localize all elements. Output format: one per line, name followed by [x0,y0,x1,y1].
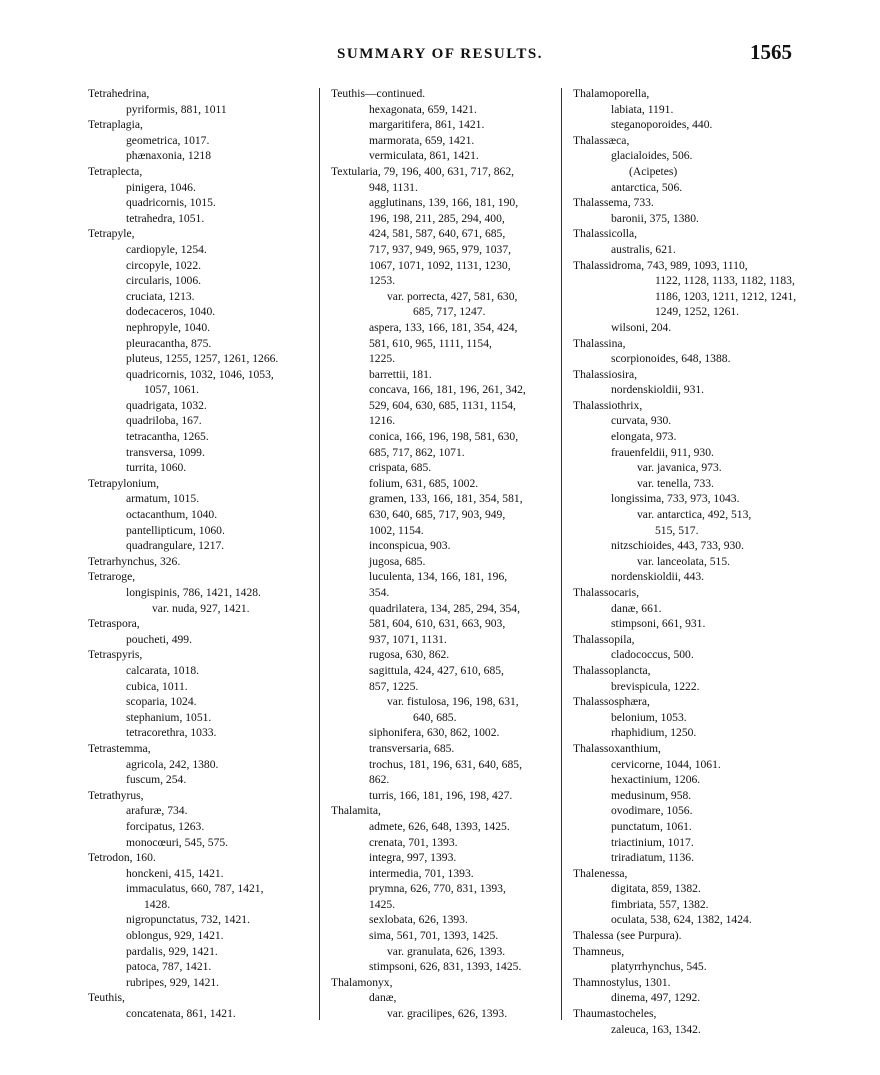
index-entry: zaleuca, 163, 1342. [611,1022,701,1036]
index-column-2 [331,86,556,1022]
index-entry: scorpionoides, 648, 1388. [611,352,731,366]
index-entry: concatenata, 861, 1421. [126,1007,236,1021]
index-entry: Tetraspyris, [88,648,143,662]
index-entry: arafuræ, 734. [126,804,188,818]
index-entry: digitata, 859, 1382. [611,882,701,896]
index-entry: calcarata, 1018. [126,663,200,677]
index-entry: Thalassoplancta, [573,663,651,677]
index-entry: quadrangulare, 1217. [126,539,225,553]
column-divider [561,88,562,1020]
index-entry: pleuracantha, 875. [126,336,212,350]
index-entry: 581, 604, 610, 631, 663, 903, [369,617,506,631]
index-entry: Tetrathyrus, [88,788,144,802]
index-entry: 640, 685. [413,710,457,724]
index-entry: 1225. [369,352,396,366]
index-entry: 1122, 1128, 1133, 1182, 1183, [655,274,795,288]
index-entry: Thalassopila, [573,632,635,646]
index-entry: margaritifera, 861, 1421. [369,118,485,132]
index-entry: var. antarctica, 492, 513, [637,508,752,522]
index-entry: 685, 717, 862, 1071. [369,445,465,459]
index-entry: oblongus, 929, 1421. [126,929,224,943]
index-entry: 1216. [369,414,396,428]
index-entry: labiata, 1191. [611,102,674,116]
index-entry: hexactinium, 1206. [611,773,701,787]
index-entry: Tetraplecta, [88,164,143,178]
index-entry: cardiopyle, 1254. [126,242,207,256]
index-entry: octacanthum, 1040. [126,508,218,522]
index-entry: admete, 626, 648, 1393, 1425. [369,819,510,833]
index-entry: Thalassæca, [573,133,630,147]
index-entry: Tetrahedrina, [88,87,150,100]
index-entry: triradiatum, 1136. [611,851,694,865]
index-entry: jugosa, 685. [369,554,426,568]
index-entry: Thalassocaris, [573,586,639,599]
index-entry: Thalamoporella, [573,87,650,100]
index-entry: 1186, 1203, 1211, 1212, 1241, [655,289,797,303]
index-entry: pluteus, 1255, 1257, 1261, 1266. [126,352,279,366]
index-entry: cubica, 1011. [126,679,188,693]
index-entry: dodecaceros, 1040. [126,305,216,319]
index-entry: pyriformis, 881, 1011 [126,102,227,116]
index-entry: Teuthis—continued. [331,87,426,100]
index-entry: Thalessa (see Purpura). [573,929,682,943]
index-entry: stimpsoni, 626, 831, 1393, 1425. [369,960,522,974]
index-entry: trochus, 181, 196, 631, 640, 685, [369,757,522,771]
index-entry: Tetrapyle, [88,227,135,241]
index-entry: transversa, 1099. [126,445,205,459]
index-entry: Thalassoxanthium, [573,741,661,755]
index-entry: scoparia, 1024. [126,695,197,709]
index-entry: antarctica, 506. [611,180,683,194]
index-entry: 948, 1131. [369,180,418,194]
index-entry: turrita, 1060. [126,461,187,475]
index-entry: longispinis, 786, 1421, 1428. [126,586,261,599]
index-entry: tetracorethra, 1033. [126,726,217,740]
index-entry: poucheti, 499. [126,632,193,646]
index-entry: Thamneus, [573,944,625,958]
index-entry: danæ, 661. [611,601,662,615]
index-entry: patoca, 787, 1421. [126,960,212,974]
index-entry: steganoporoides, 440. [611,118,713,132]
index-entry: Thalassidroma, 743, 989, 1093, 1110, [573,258,748,272]
index-entry: 424, 581, 587, 640, 671, 685, [369,227,506,241]
index-entry: hexagonata, 659, 1421. [369,102,477,116]
index-entry: danæ, [369,991,397,1005]
index-entry: fuscum, 254. [126,773,187,787]
index-entry: Thalamita, [331,804,381,818]
index-entry: 196, 198, 211, 285, 294, 400, [369,211,505,225]
index-entry: elongata, 973. [611,430,677,444]
index-entry: Tetraspora, [88,617,140,631]
index-entry: stephanium, 1051. [126,710,212,724]
column-divider [319,88,320,1020]
index-entry: ovodimare, 1056. [611,804,693,818]
index-entry: Thalassiothrix, [573,398,643,412]
index-entry: sima, 561, 701, 1393, 1425. [369,929,499,943]
index-entry: (Acipetes) [629,164,678,178]
index-entry: 515, 517. [655,523,699,537]
index-entry: platyrrhynchus, 545. [611,960,707,974]
index-entry: luculenta, 134, 166, 181, 196, [369,570,508,584]
index-entry: rugosa, 630, 862. [369,648,450,662]
index-entry: tetracantha, 1265. [126,430,209,444]
index-column-3 [573,86,798,1037]
index-entry: marmorata, 659, 1421. [369,133,475,147]
index-entry: barrettii, 181. [369,367,432,381]
index-entry: agglutinans, 139, 166, 181, 190, [369,196,519,210]
index-entry: 1249, 1252, 1261. [655,305,740,319]
index-entry: Tetrodon, 160. [88,851,156,865]
index-entry: glacialoides, 506. [611,149,693,163]
index-entry: gramen, 133, 166, 181, 354, 581, [369,492,523,506]
index-entry: rubripes, 929, 1421. [126,975,220,989]
index-entry: geometrica, 1017. [126,133,210,147]
index-entry: medusinum, 958. [611,788,692,802]
index-entry: Thamnostylus, 1301. [573,975,671,989]
index-entry: var. gracilipes, 626, 1393. [387,1007,508,1021]
index-entry: prymna, 626, 770, 831, 1393, [369,882,506,896]
index-entry: cladococcus, 500. [611,648,694,662]
index-entry: 857, 1225. [369,679,419,693]
index-entry: nigropunctatus, 732, 1421. [126,913,250,927]
index-entry: oculata, 538, 624, 1382, 1424. [611,913,752,927]
index-entry: siphonifera, 630, 862, 1002. [369,726,500,740]
index-entry: dinema, 497, 1292. [611,991,701,1005]
index-entry: var. granulata, 626, 1393. [387,944,506,958]
index-entry: 1057, 1061. [144,383,200,397]
index-entry: sagittula, 424, 427, 610, 685, [369,663,504,677]
index-entry: longissima, 733, 973, 1043. [611,492,740,506]
index-entry: Thalassina, [573,336,626,350]
index-entry: agricola, 242, 1380. [126,757,219,771]
index-entry: brevispicula, 1222. [611,679,700,693]
index-entry: Thalenessa, [573,866,628,880]
index-entry: folium, 631, 685, 1002. [369,476,479,490]
index-entry: quadricornis, 1015. [126,196,216,210]
index-entry: var. fistulosa, 196, 198, 631, [387,695,519,709]
index-entry: stimpsoni, 661, 931. [611,617,706,631]
index-entry: integra, 997, 1393. [369,851,457,865]
index-entry: transversaria, 685. [369,741,455,755]
index-entry: australis, 621. [611,242,676,256]
index-entry: punctatum, 1061. [611,819,692,833]
index-entry: curvata, 930. [611,414,672,428]
index-entry: Thalassosphæra, [573,695,650,709]
index-entry: Tetrarhynchus, 326. [88,554,181,568]
index-entry: var. nuda, 927, 1421. [152,601,250,615]
index-entry: inconspicua, 903. [369,539,451,553]
index-entry: Tetrapylonium, [88,476,159,490]
index-entry: vermiculata, 861, 1421. [369,149,479,163]
page-number: 1565 [750,40,792,64]
index-entry: 685, 717, 1247. [413,305,486,319]
index-entry: aspera, 133, 166, 181, 354, 424, [369,320,518,334]
index-entry: tetrahedra, 1051. [126,211,205,225]
index-entry: nordenskioldii, 443. [611,570,705,584]
index-entry: turris, 166, 181, 196, 198, 427. [369,788,513,802]
index-entry: Textularia, 79, 196, 400, 631, 717, 862, [331,164,515,178]
index-entry: 354. [369,586,390,599]
index-entry: circopyle, 1022. [126,258,202,272]
index-entry: concava, 166, 181, 196, 261, 342, [369,383,526,397]
index-entry: var. porrecta, 427, 581, 630, [387,289,518,303]
index-entry: var. lanceolata, 515. [637,554,731,568]
index-entry: quadricornis, 1032, 1046, 1053, [126,367,274,381]
index-entry: immaculatus, 660, 787, 1421, [126,882,264,896]
index-entry: Thalassiosira, [573,367,638,381]
index-entry: quadrigata, 1032. [126,398,207,412]
index-column-1 [88,86,313,1022]
index-entry: Thalamonyx, [331,975,393,989]
index-entry: Thalassicolla, [573,227,638,241]
index-entry: var. tenella, 733. [637,476,714,490]
index-entry: cervicorne, 1044, 1061. [611,757,721,771]
index-entry: pinigera, 1046. [126,180,196,194]
index-entry: nephropyle, 1040. [126,320,211,334]
index-entry: 1002, 1154. [369,523,424,537]
index-entry: 1253. [369,274,396,288]
index-entry: Tetraroge, [88,570,136,584]
index-entry: nitzschioides, 443, 733, 930. [611,539,744,553]
index-entry: Thaumastocheles, [573,1007,657,1021]
index-entry: honckeni, 415, 1421. [126,866,224,880]
index-entry: crispata, 685. [369,461,432,475]
index-entry: conica, 166, 196, 198, 581, 630, [369,430,519,444]
index-entry: 581, 610, 965, 1111, 1154, [369,336,492,350]
index-entry: 1425. [369,897,396,911]
index-entry: 1067, 1071, 1092, 1131, 1230, [369,258,511,272]
index-entry: Tetrastemma, [88,741,151,755]
index-entry: cruciata, 1213. [126,289,195,303]
index-entry: sexlobata, 626, 1393. [369,913,468,927]
index-entry: quadrilatera, 134, 285, 294, 354, [369,601,521,615]
index-entry: pardalis, 929, 1421. [126,944,218,958]
index-entry: armatum, 1015. [126,492,200,506]
index-entry: var. javanica, 973. [637,461,722,475]
index-entry: belonium, 1053. [611,710,687,724]
index-entry: nordenskioldii, 931. [611,383,705,397]
index-entry: 630, 640, 685, 717, 903, 949, [369,508,506,522]
index-entry: Thalassema, 733. [573,196,654,210]
index-entry: 937, 1071, 1131. [369,632,447,646]
index-entry: pantellipticum, 1060. [126,523,225,537]
index-entry: crenata, 701, 1393. [369,835,458,849]
index-entry: intermedia, 701, 1393. [369,866,474,880]
page-title: SUMMARY OF RESULTS. [337,46,543,62]
index-entry: 717, 937, 949, 965, 979, 1037, [369,242,512,256]
index-entry: Tetraplagia, [88,118,143,132]
index-entry: fimbriata, 557, 1382. [611,897,709,911]
index-entry: quadriloba, 167. [126,414,202,428]
index-entry: Teuthis, [88,991,125,1005]
index-entry: baronii, 375, 1380. [611,211,699,225]
index-entry: monocœuri, 545, 575. [126,835,229,849]
index-entry: 529, 604, 630, 685, 1131, 1154, [369,398,516,412]
index-entry: rhaphidium, 1250. [611,726,697,740]
index-entry: 862. [369,773,390,787]
page-header [0,40,880,70]
index-entry: phænaxonia, 1218 [126,149,212,163]
index-entry: 1428. [144,897,171,911]
index-entry: wilsoni, 204. [611,320,672,334]
index-entry: forcipatus, 1263. [126,819,205,833]
index-entry: triactinium, 1017. [611,835,694,849]
index-entry: circularis, 1006. [126,274,202,288]
index-entry: frauenfeldii, 911, 930. [611,445,714,459]
